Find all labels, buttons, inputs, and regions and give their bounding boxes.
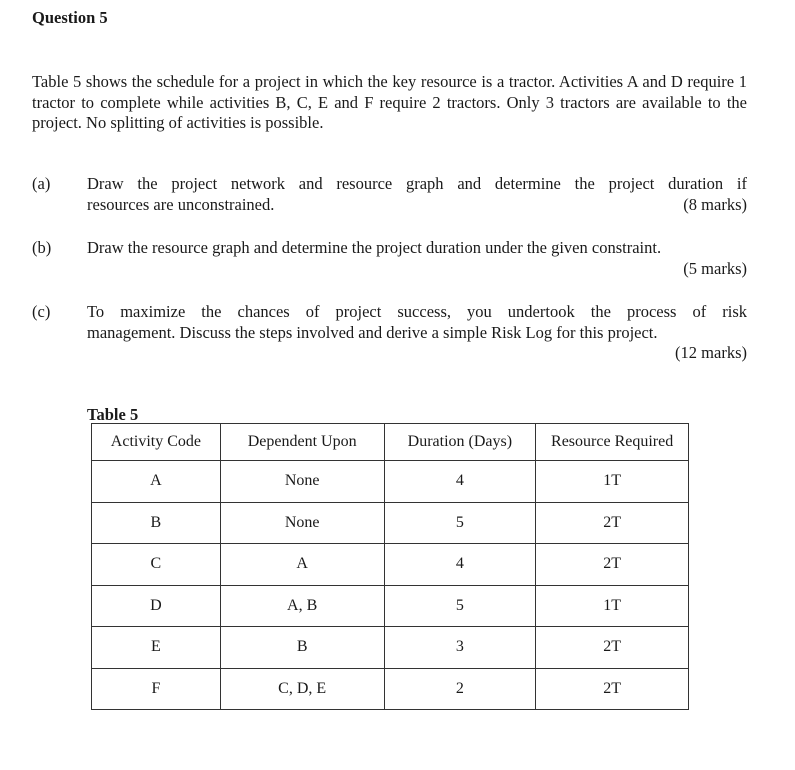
cell-activity: D xyxy=(92,585,221,627)
cell-activity: E xyxy=(92,627,221,669)
cell-dependency: None xyxy=(220,502,384,544)
part-c xyxy=(32,302,747,364)
cell-duration: 2 xyxy=(384,668,536,710)
cell-dependency: A xyxy=(220,544,384,586)
table-row xyxy=(92,585,689,627)
part-b-marks: (5 marks) xyxy=(683,258,747,278)
part-b-label: (b) xyxy=(32,238,52,257)
cell-resource: 2T xyxy=(536,668,689,710)
cell-activity: F xyxy=(92,668,221,710)
table-row xyxy=(92,461,689,503)
cell-duration: 3 xyxy=(384,627,536,669)
cell-dependency: A, B xyxy=(220,585,384,627)
header-activity-code: Activity Code xyxy=(92,424,221,461)
table-header-row xyxy=(92,424,689,461)
header-resource-required: Resource Required xyxy=(536,424,689,461)
schedule-table xyxy=(91,423,689,710)
table-caption: Table 5 xyxy=(87,405,139,424)
table-row xyxy=(92,627,689,669)
header-duration: Duration (Days) xyxy=(384,424,536,461)
table-row xyxy=(92,502,689,544)
part-a-line1: Draw the project network and resource graph and determine the project duration if xyxy=(87,174,747,193)
cell-activity: B xyxy=(92,502,221,544)
part-a xyxy=(32,174,747,215)
cell-resource: 2T xyxy=(536,627,689,669)
cell-duration: 4 xyxy=(384,461,536,503)
part-c-label: (c) xyxy=(32,302,51,321)
cell-dependency: B xyxy=(220,627,384,669)
table-row xyxy=(92,668,689,710)
question-intro: Table 5 shows the schedule for a project in which the key resource is a tractor. Activities A and D require 1 tractor to complete while activities B, C, E and F require 2 tractors. Only 3 tractors are available to the project. No splitting of activities is possible. xyxy=(32,72,747,132)
cell-activity: A xyxy=(92,461,221,503)
part-c-marks: (12 marks) xyxy=(675,343,747,362)
cell-resource: 2T xyxy=(536,544,689,586)
table-row xyxy=(92,544,689,586)
cell-duration: 5 xyxy=(384,502,536,544)
part-b-line1: Draw the resource graph and determine the project duration under the given constraint. xyxy=(87,238,662,257)
cell-dependency: None xyxy=(220,461,384,503)
cell-activity: C xyxy=(92,544,221,586)
cell-resource: 1T xyxy=(536,461,689,503)
cell-resource: 1T xyxy=(536,585,689,627)
question-title: Question 5 xyxy=(32,8,108,27)
header-dependent-upon: Dependent Upon xyxy=(220,424,384,461)
part-c-line2: management. Discuss the steps involved and derive a simple Risk Log for this project. xyxy=(87,322,658,342)
cell-resource: 2T xyxy=(536,502,689,544)
part-a-label: (a) xyxy=(32,174,51,193)
part-b xyxy=(32,238,747,279)
cell-duration: 5 xyxy=(384,585,536,627)
cell-duration: 4 xyxy=(384,544,536,586)
part-c-line1: To maximize the chances of project success, you undertook the process of risk xyxy=(87,302,747,321)
cell-dependency: C, D, E xyxy=(220,668,384,710)
part-a-marks: (8 marks) xyxy=(683,194,747,214)
part-a-line2: resources are unconstrained. xyxy=(87,194,275,214)
